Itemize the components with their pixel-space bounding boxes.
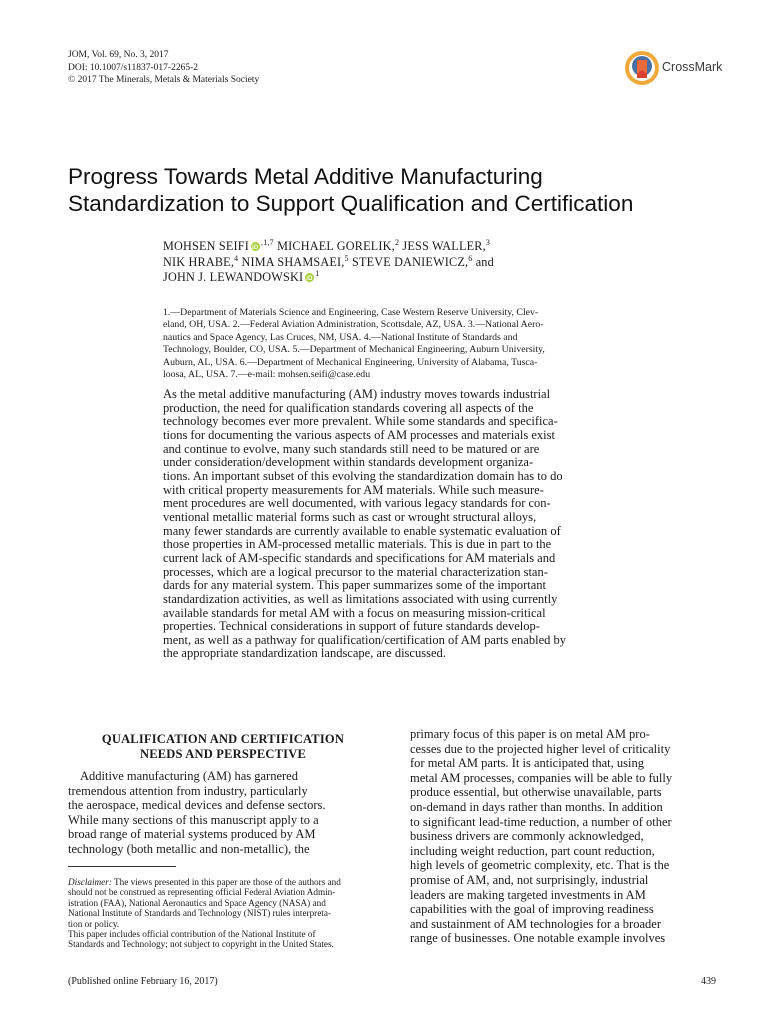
abstract-line: with critical property measurements for AM materials. While such measure- [163, 482, 544, 497]
affiliation-ref: ,1,7 [261, 238, 274, 247]
footnote [68, 877, 383, 950]
footnote-text: The views presented in this paper are those of the authors and [111, 877, 341, 887]
abstract-line: processes, which are a logical precursor to the material characterization stan- [163, 564, 548, 579]
body-line: broad range of material systems produced by AM [68, 827, 316, 842]
body-line: metal AM processes, companies will be able to fully [410, 770, 673, 785]
title-line: Standardization to Support Qualification and Certification [68, 191, 634, 216]
journal-header [68, 49, 259, 87]
author-line [163, 255, 723, 271]
article-title [68, 163, 718, 217]
affiliation-line: nautics and Space Agency, Las Cruces, NM, USA. 4.—National Institute of Standards and [163, 331, 518, 343]
right-column-text [410, 727, 720, 946]
abstract-line: ventional metallic material forms such as cast or wrought structural alloys, [163, 509, 537, 524]
author-name[interactable]: JESS WALLER, [399, 239, 486, 253]
page-number: 439 [701, 976, 716, 987]
body-line: While many sections of this manuscript apply to a [68, 812, 319, 827]
abstract-line: As the metal additive manufacturing (AM) industry moves towards industrial [163, 387, 551, 401]
body-line: capabilities with the goal of improving readiness [410, 902, 654, 917]
affiliation-ref: 4 [234, 253, 239, 263]
body-line: Additive manufacturing (AM) has garnered [80, 769, 298, 783]
abstract-line: tions for documenting the various aspects of AM processes and materials exist [163, 427, 555, 442]
body-line: tremendous attention from industry, particularly [68, 783, 308, 798]
abstract-line: those properties in AM-processed metallic materials. This is due in part to the [163, 537, 552, 552]
abstract-line: tions. An important subset of this evolving the standardization domain has to do [163, 468, 563, 483]
abstract-line: properties. Technical considerations in support of future standards develop- [163, 619, 540, 634]
abstract-line: technology becomes ever more prevalent. While some standards and specifica- [163, 414, 558, 429]
abstract-line: production, the need for qualification standards covering all aspects of the [163, 400, 534, 415]
affiliation-line: eland, OH, USA. 2.—Federal Aviation Administration, Scottsdale, AZ, USA. 3.—National Aero- [163, 319, 544, 331]
footnote-line [68, 877, 383, 887]
abstract-line: standardization activities, as well as limitations associated with using currently [163, 591, 558, 606]
affiliation-ref: 3 [485, 238, 491, 247]
copyright: © 2017 The Minerals, Metals & Materials Society [68, 75, 260, 85]
affiliation-line: Technology, Boulder, CO, USA. 5.—Department of Mechanical Engineering, Auburn University, [163, 344, 545, 356]
author-list [163, 239, 723, 286]
affiliation-line: loosa, AL, USA. 7.—e-mail: mohsen.seifi@case.edu [163, 369, 371, 381]
section-heading [68, 732, 378, 761]
body-line: on-demand in days rather than months. In addition [410, 799, 663, 814]
abstract-line: the appropriate standardization landscape, are discussed. [163, 646, 446, 661]
crossmark-icon [624, 50, 660, 86]
footnote-line: Standards and Technology; not subject to copyright in the United States. [68, 939, 334, 950]
body-line: and sustainment of AM technologies for a broader [410, 916, 661, 931]
disclaimer-label: Disclaimer: [68, 877, 112, 887]
abstract-line: available standards for metal AM with a focus on measuring mission-critical [163, 605, 546, 620]
footnote-divider [68, 866, 176, 867]
body-line: primary focus of this paper is on metal AM pro- [410, 727, 650, 741]
crossmark-label: CrossMark [662, 60, 723, 74]
title-line: Progress Towards Metal Additive Manufacturing [68, 164, 543, 189]
body-line: produce essential, but otherwise unavailable, parts [410, 785, 662, 800]
section-heading-line: QUALIFICATION AND CERTIFICATION [101, 732, 345, 746]
footnote-line: tion or policy. [68, 918, 120, 929]
body-line: for metal AM parts. It is anticipated that, using [410, 756, 644, 771]
author-name[interactable]: STEVE DANIEWICZ, [348, 254, 469, 269]
body-line: range of businesses. One notable example involves [410, 931, 666, 946]
body-line: promise of AM, and, not surprisingly, industrial [410, 872, 649, 887]
footnote-line: This paper includes official contribution of the National Institute of [68, 929, 316, 940]
abstract-line: many fewer standards are currently available to enable systematic evaluation of [163, 523, 561, 538]
body-line: business drivers are commonly acknowledged, [410, 829, 644, 844]
affiliation-ref: 5 [344, 253, 349, 263]
left-column-text [68, 769, 378, 857]
abstract-line: dards for any material system. This paper summarizes some of the important [163, 578, 547, 593]
doi[interactable]: DOI: 10.1007/s11837-017-2265-2 [68, 62, 198, 73]
orcid-icon[interactable] [305, 273, 314, 282]
author-name[interactable]: MICHAEL GORELIK, [273, 239, 395, 253]
affiliation-line: Auburn, AL, USA. 6.—Department of Mechanical Engineering, University of Alabama, Tusca- [163, 356, 538, 368]
author-name[interactable]: NIMA SHAMSAEI, [238, 254, 345, 269]
body-line: leaders are making targeted investments in AM [410, 887, 646, 902]
affiliation-ref: 1 [315, 269, 320, 278]
publication-date: (Published online February 16, 2017) [68, 976, 218, 987]
affiliations [163, 307, 628, 381]
abstract-line: and continue to evolve, many such standards still need to be matured or are [163, 441, 540, 456]
orcid-icon[interactable] [251, 242, 260, 251]
affiliation-ref: 6 [468, 253, 473, 263]
section-heading-line: NEEDS AND PERSPECTIVE [139, 746, 307, 761]
author-name[interactable]: MOHSEN SEIFI [163, 239, 250, 253]
body-line: cesses due to the projected higher level of criticality [410, 741, 671, 756]
affiliation-ref: 2 [394, 238, 400, 247]
crossmark-badge[interactable] [624, 48, 723, 88]
abstract-line: under consideration/development within standards development organiza- [163, 455, 534, 470]
footnote-line: should not be construed as representing official Federal Aviation Admin- [68, 887, 336, 898]
abstract-line: ment procedures are well documented, with various legacy standards for con- [163, 496, 551, 511]
abstract-line: ment, as well as a pathway for qualification/certification of AM parts enabled by [163, 632, 566, 647]
footnote-line: istration (FAA), National Aeronautics and Space Agency (NASA) and [68, 897, 326, 908]
body-line: the aerospace, medical devices and defense sectors. [68, 798, 326, 813]
abstract [163, 388, 628, 661]
body-line: high levels of geometric complexity, etc. That is the [410, 858, 670, 873]
author-name[interactable]: JOHN J. LEWANDOWSKI [163, 270, 304, 284]
author-line [163, 239, 723, 255]
journal-citation: JOM, Vol. 69, No. 3, 2017 [68, 50, 169, 60]
body-line: to significant lead-time reduction, a number of other [410, 814, 672, 829]
author-conjunction: and [472, 254, 494, 269]
body-line: including weight reduction, part count reduction, [410, 843, 655, 858]
author-name[interactable]: NIK HRABE, [163, 254, 235, 269]
body-line: technology (both metallic and non-metallic), the [68, 841, 310, 856]
author-line [163, 270, 723, 286]
abstract-line: current lack of AM-specific standards and specifications for AM materials and [163, 550, 556, 565]
footnote-line: National Institute of Standards and Technology (NIST) rules interpreta- [68, 908, 332, 919]
affiliation-line: 1.—Department of Materials Science and Engineering, Case Western Reserve University, Clev- [163, 307, 539, 318]
